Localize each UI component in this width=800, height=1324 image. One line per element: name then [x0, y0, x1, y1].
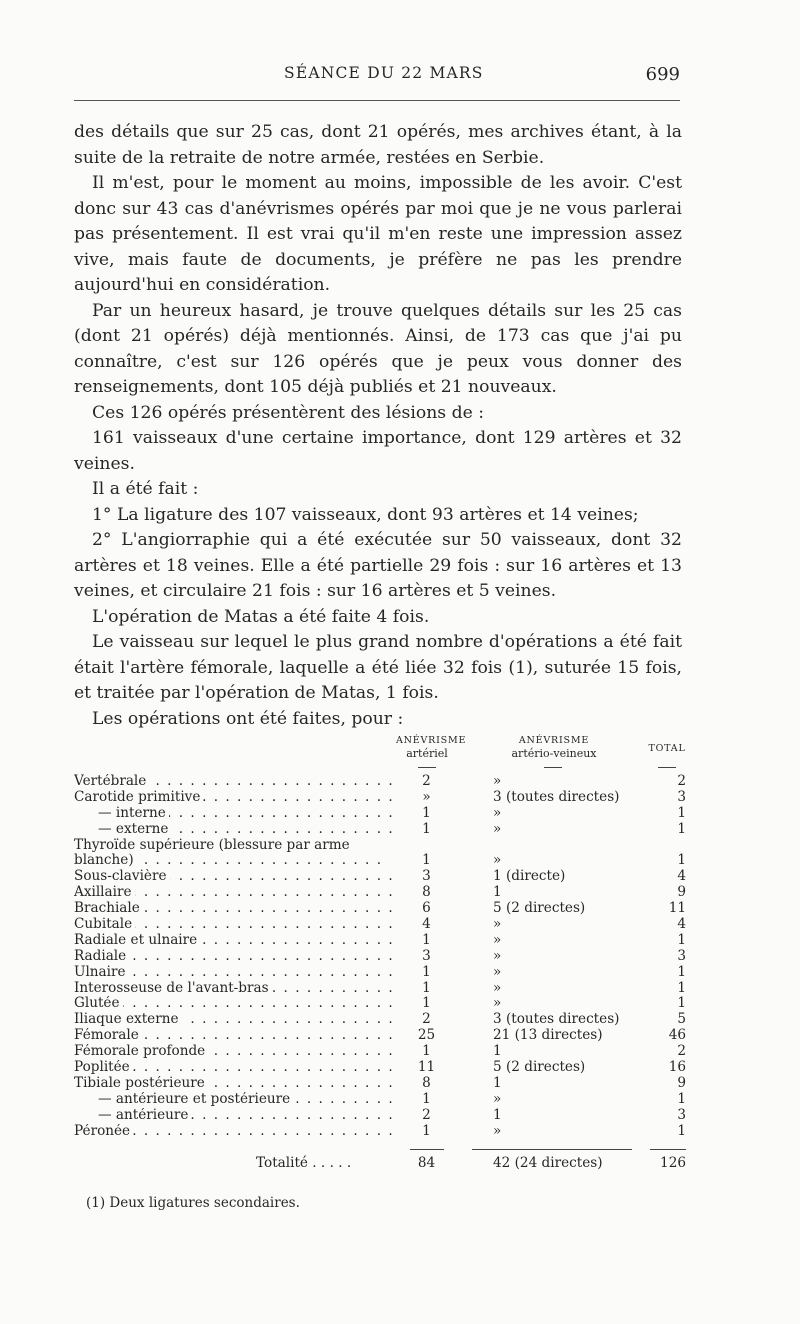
cell-arterioveineux: 5 (2 directes)	[493, 900, 586, 917]
table-row	[74, 1092, 686, 1108]
table-body	[74, 774, 686, 1140]
table-row	[74, 933, 686, 949]
cell-arterioveineux: 3 (toutes directes)	[493, 788, 620, 805]
table-row	[74, 1108, 686, 1124]
cell-arteriel: 2	[422, 1106, 431, 1123]
row-label: Brachiale . . .	[74, 901, 392, 917]
cell-arteriel: 4	[422, 916, 431, 933]
cell-arteriel: 6	[422, 900, 431, 917]
footnote: (1) Deux ligatures secondaires.	[86, 1195, 300, 1211]
cell-arterioveineux: 1	[493, 884, 502, 901]
cell-arterioveineux: 21 (13 directes)	[493, 1027, 603, 1044]
paragraph: 2° L'angiorraphie qui a été exécutée sur 50 vaisseaux, dont 32 artères et 18 veines. Elle a été partielle 29 fois : sur 16 artères et 13 veines, et circulaire 21 fois : sur 16 artères et 5 veines.	[74, 530, 682, 601]
paragraph: Ces 126 opérés présentèrent des lésions de :	[92, 402, 484, 423]
row-label: Iliaque externe . . .	[74, 1012, 392, 1028]
cell-arteriel: 3	[422, 947, 431, 964]
cell-arterioveineux: 3 (toutes directes)	[493, 1011, 620, 1028]
table-header	[74, 734, 686, 770]
table-row	[74, 885, 686, 901]
paragraph: Les opérations ont été faites, pour :	[92, 708, 404, 729]
cell-total: 46	[668, 1027, 686, 1044]
cell-total: 4	[677, 868, 686, 885]
cell-total: 16	[668, 1059, 686, 1076]
row-label: Thyroïde supérieure (blessure par arme blanche) . . .	[74, 838, 392, 870]
cell-arterioveineux: »	[493, 963, 502, 980]
cell-arteriel: »	[422, 788, 431, 805]
cell-total: 1	[677, 1090, 686, 1107]
row-label: — interne . . .	[74, 806, 392, 822]
cell-total: 1	[677, 963, 686, 980]
total-total: 126	[660, 1155, 686, 1171]
paragraph: Par un heureux hasard, je trouve quelques détails sur les 25 cas (dont 21 opérés) déjà mentionnés. Ainsi, de 173 cas que j'ai pu connaître, c'est sur 126 opérés que je peux vous donner des renseignements, dont 105 déjà publiés et 21 nouveaux.	[74, 300, 682, 397]
paragraph: 1° La ligature des 107 vaisseaux, dont 93 artères et 14 veines;	[92, 504, 639, 525]
cell-total: 1	[677, 1122, 686, 1139]
cell-total: 9	[677, 884, 686, 901]
cell-arteriel: 1	[422, 1090, 431, 1107]
total-rule	[410, 1149, 444, 1150]
cell-total: 3	[677, 947, 686, 964]
cell-arteriel: 1	[422, 852, 431, 869]
column-header-arteriel: ANÉVRISME artériel	[396, 735, 467, 760]
header-rule	[74, 100, 680, 101]
total-arteriel: 84	[417, 1155, 436, 1171]
cell-arterioveineux: »	[493, 1090, 502, 1107]
cell-total: 3	[677, 1106, 686, 1123]
row-label: Péronée . . .	[74, 1124, 392, 1140]
cell-total: 1	[677, 852, 686, 869]
row-label: — externe . . .	[74, 822, 392, 838]
table-row	[74, 1124, 686, 1140]
cell-arterioveineux: »	[493, 947, 502, 964]
cell-arterioveineux: »	[493, 773, 502, 789]
paragraph: des détails que sur 25 cas, dont 21 opérés, mes archives étant, à la suite de la retraite de notre armée, restées en Serbie.	[74, 122, 682, 168]
table-row	[74, 1044, 686, 1060]
cell-arterioveineux: 1	[493, 1106, 502, 1123]
cell-arteriel: 1	[422, 931, 431, 948]
paragraph: Il m'est, pour le moment au moins, impossible de les avoir. C'est donc sur 43 cas d'anévrismes opérés par moi que je ne vous parlerai pas présentement. Il est vrai qu'il m'en reste une impression assez vive, mais faute de documents, je préfère ne pas les prendre aujourd'hui en considération.	[74, 173, 682, 295]
cell-total: 1	[677, 931, 686, 948]
cell-arterioveineux: »	[493, 979, 502, 996]
cell-arterioveineux: »	[493, 931, 502, 948]
row-label: Sous-clavière . . .	[74, 869, 392, 885]
column-dash	[544, 767, 562, 768]
table-row	[74, 774, 686, 790]
cell-arteriel: 1	[422, 1043, 431, 1060]
column-header-total: TOTAL	[648, 743, 686, 754]
total-row	[74, 1155, 686, 1173]
row-label: Glutée . . .	[74, 996, 392, 1012]
row-label: Radiale . . .	[74, 949, 392, 965]
table-row	[74, 822, 686, 838]
column-dash	[418, 767, 436, 768]
row-label: Axillaire . . .	[74, 885, 392, 901]
row-label: Interosseuse de l'avant-bras . . .	[74, 981, 392, 997]
paragraph: Il a été fait :	[92, 479, 199, 499]
cell-arteriel: 1	[422, 804, 431, 821]
cell-arteriel: 1	[422, 820, 431, 837]
cell-total: 1	[677, 820, 686, 837]
row-label: Radiale et ulnaire . . .	[74, 933, 392, 949]
cell-total: 2	[677, 773, 686, 789]
cell-arteriel: 8	[422, 1074, 431, 1091]
cell-arteriel: 1	[422, 1122, 431, 1139]
table-row	[74, 1060, 686, 1076]
cell-arterioveineux: »	[493, 916, 502, 933]
paragraph: Le vaisseau sur lequel le plus grand nombre d'opérations a été fait était l'artère fémorale, laquelle a été liée 32 fois (1), suturée 15 fois, et traitée par l'opération de Matas, 1 fois.	[74, 632, 682, 703]
cell-arterioveineux: »	[493, 1122, 502, 1139]
cell-arterioveineux: »	[493, 804, 502, 821]
cell-arteriel: 2	[422, 1011, 431, 1028]
row-label: — antérieure et postérieure . . .	[74, 1092, 392, 1108]
cell-arterioveineux: 1 (directe)	[493, 868, 566, 885]
cell-total: 1	[677, 979, 686, 996]
cell-total: 1	[677, 804, 686, 821]
paragraph: 161 vaisseaux d'une certaine importance, dont 129 artères et 32 veines.	[74, 428, 682, 474]
table-row	[74, 965, 686, 981]
cell-arterioveineux: 1	[493, 1043, 502, 1060]
cell-total: 5	[677, 1011, 686, 1028]
row-label: Tibiale postérieure . . .	[74, 1076, 392, 1092]
row-label: Vertébrale . . .	[74, 774, 392, 790]
cell-arteriel: 2	[422, 773, 431, 789]
row-label: Fémorale profonde . . .	[74, 1044, 392, 1060]
row-label: — antérieure . . .	[74, 1108, 392, 1124]
table-row	[74, 1076, 686, 1092]
total-label: Totalité . . . . .	[256, 1155, 352, 1171]
total-rule	[650, 1149, 686, 1150]
body-text	[74, 120, 682, 732]
total-rule	[472, 1149, 632, 1150]
table-row	[74, 996, 686, 1012]
cell-total: 4	[677, 916, 686, 933]
table-row	[74, 901, 686, 917]
page-header	[74, 64, 680, 104]
cell-arteriel: 1	[422, 995, 431, 1012]
column-dash	[658, 767, 676, 768]
table-row	[74, 1012, 686, 1028]
cell-arteriel: 25	[417, 1027, 436, 1044]
cell-arterioveineux: »	[493, 995, 502, 1012]
cell-arterioveineux: 5 (2 directes)	[493, 1059, 586, 1076]
table-row	[74, 981, 686, 997]
table-row	[74, 790, 686, 806]
column-header-arterioveineux: ANÉVRISME artério-veineux	[511, 735, 597, 760]
cell-arteriel: 3	[422, 868, 431, 885]
page-number: 699	[645, 64, 680, 85]
running-title: SÉANCE DU 22 MARS	[284, 64, 484, 82]
cell-arteriel: 1	[422, 979, 431, 996]
cell-total: 3	[677, 788, 686, 805]
table-row	[74, 838, 686, 870]
paragraph: L'opération de Matas a été faite 4 fois.	[92, 606, 430, 627]
cell-arterioveineux: 1	[493, 1074, 502, 1091]
cell-total: 1	[677, 995, 686, 1012]
row-label: Carotide primitive . . .	[74, 790, 392, 806]
cell-arterioveineux: »	[493, 852, 502, 869]
row-label: Poplitée . . .	[74, 1060, 392, 1076]
row-label: Cubitale . . .	[74, 917, 392, 933]
cell-arteriel: 1	[422, 963, 431, 980]
table-row	[74, 806, 686, 822]
table-row	[74, 1028, 686, 1044]
cell-total: 9	[677, 1074, 686, 1091]
cell-total: 11	[668, 900, 686, 917]
total-arterioveineux: 42 (24 directes)	[493, 1155, 603, 1171]
cell-arteriel: 11	[417, 1059, 436, 1076]
table-row	[74, 917, 686, 933]
cell-total: 2	[677, 1043, 686, 1060]
cell-arteriel: 8	[422, 884, 431, 901]
table-row	[74, 869, 686, 885]
row-label: Ulnaire . . .	[74, 965, 392, 981]
cell-arterioveineux: »	[493, 820, 502, 837]
row-label: Fémorale . . .	[74, 1028, 392, 1044]
table-row	[74, 949, 686, 965]
